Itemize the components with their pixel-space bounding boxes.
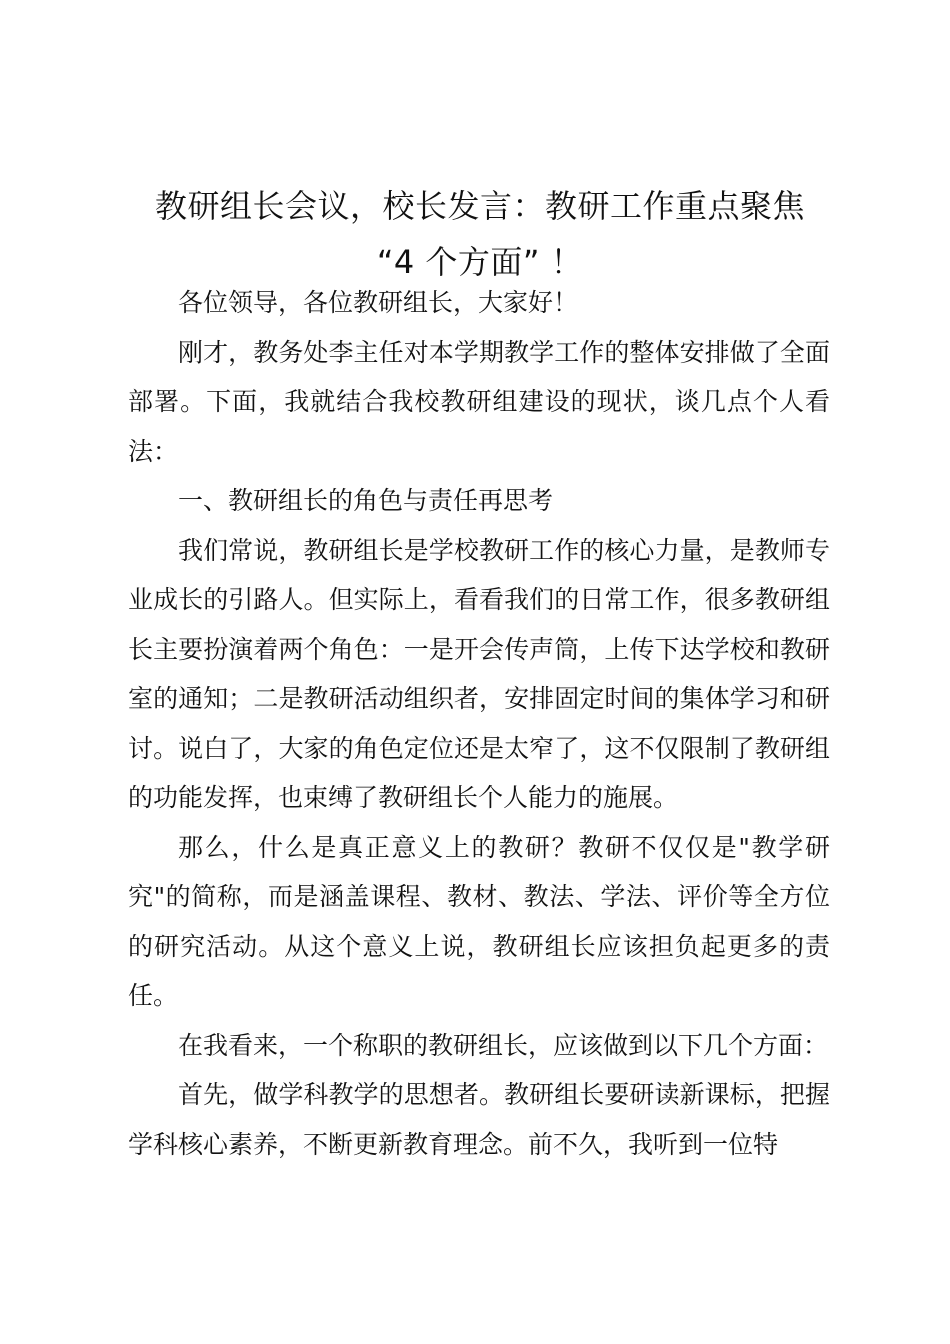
body-paragraph: 在我看来，一个称职的教研组长，应该做到以下几个方面： [178,1030,829,1060]
greeting-paragraph: 各位领导，各位教研组长，大家好！ [178,288,579,317]
intro-paragraph: 刚才，教务处李主任对本学期教学工作的整体安排做了全面部署。下面，我就结合我校教研组建设的现状，谈几点个人看法： [128,337,830,466]
body-paragraph: 首先，做学科教学的思想者。教研组长要研读新课标，把握学科核心素养，不断更新教育理念。前不久，我听到一位特 [128,1080,830,1159]
body-paragraph: 那么，什么是真正意义上的教研？教研不仅仅是"教学研究"的简称，而是涵盖课程、教材、教法、学法、评价等全方位的研究活动。从这个意义上说，教研组长应该担负起更多的责任。 [128,832,830,1010]
body-paragraph: 我们常说，教研组长是学校教研工作的核心力量，是教师专业成长的引路人。但实际上，看看我们的日常工作，很多教研组长主要扮演着两个角色：一是开会传声筒，上传下达学校和教研室的通知；二是教研活动组织者，安排固定时间的集体学习和研讨。说白了，大家的角色定位还是太窄了，这不仅限制了教研组的功能发挥，也束缚了教研组长个人能力的施展。 [128,535,830,812]
document-title [110,178,850,290]
section-heading: 一、教研组长的角色与责任再思考 [178,486,554,515]
title-line-2: “4 个方面” ！ [376,243,584,281]
document-body [128,278,830,1169]
title-line-1: 教研组长会议，校长发言：教研工作重点聚焦 [154,187,805,225]
